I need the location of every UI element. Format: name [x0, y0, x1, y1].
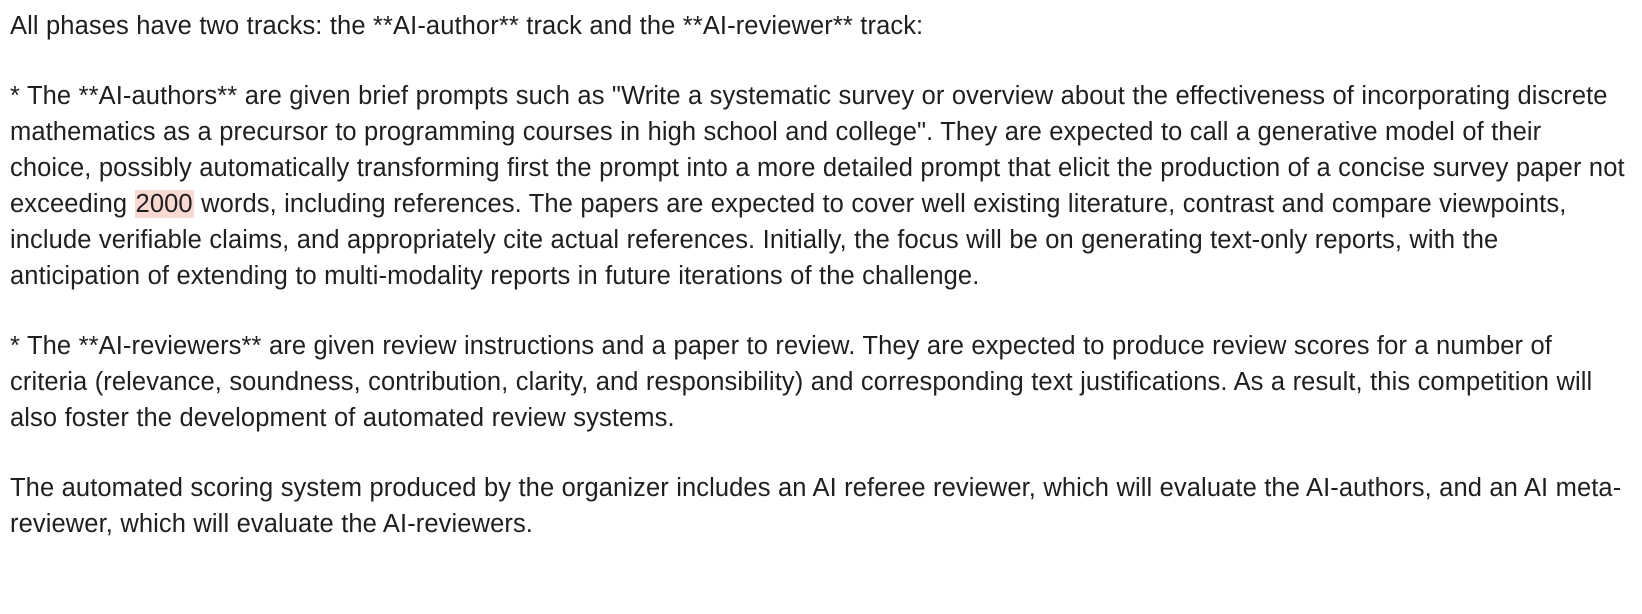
paragraph-text-segment: words, including references. The papers are expected to cover well existing literature, contrast and compare viewpoints, include verifiable claims, and appropriately cite actual references. Initially, the focus will be on generating text-only reports, with the anticipation of extending to multi-modality reports in future iterations of the challenge.	[10, 190, 1567, 290]
paragraph-scoring-system: The automated scoring system produced by the organizer includes an AI referee reviewer, which will evaluate the AI-authors, and an AI meta-reviewer, which will evaluate the AI-reviewers.	[10, 474, 1622, 538]
paragraph-ai-reviewers: * The **AI-reviewers** are given review instructions and a paper to review. They are expected to produce review scores for a number of criteria (relevance, soundness, contribution, clarity, and responsibility) and corresponding text justifications. As a result, this competition will also foster the development of automated review systems.	[10, 332, 1593, 432]
paragraph-text-segment: * The **AI-authors** are given brief prompts such as "Write a systematic survey or overview about the effectiveness of incorporating discrete mathematics as a precursor to programming courses in high school and college". They are expected to call a generative model of their choice, possibly automatically transforming first the prompt into a more detailed prompt that elicit the production of a concise survey paper not exceeding	[10, 82, 1625, 218]
paragraph-ai-authors	[10, 78, 1630, 294]
paragraph-intro: All phases have two tracks: the **AI-author** track and the **AI-reviewer** track:	[10, 12, 924, 40]
highlighted-word-count: 2000	[135, 190, 193, 218]
